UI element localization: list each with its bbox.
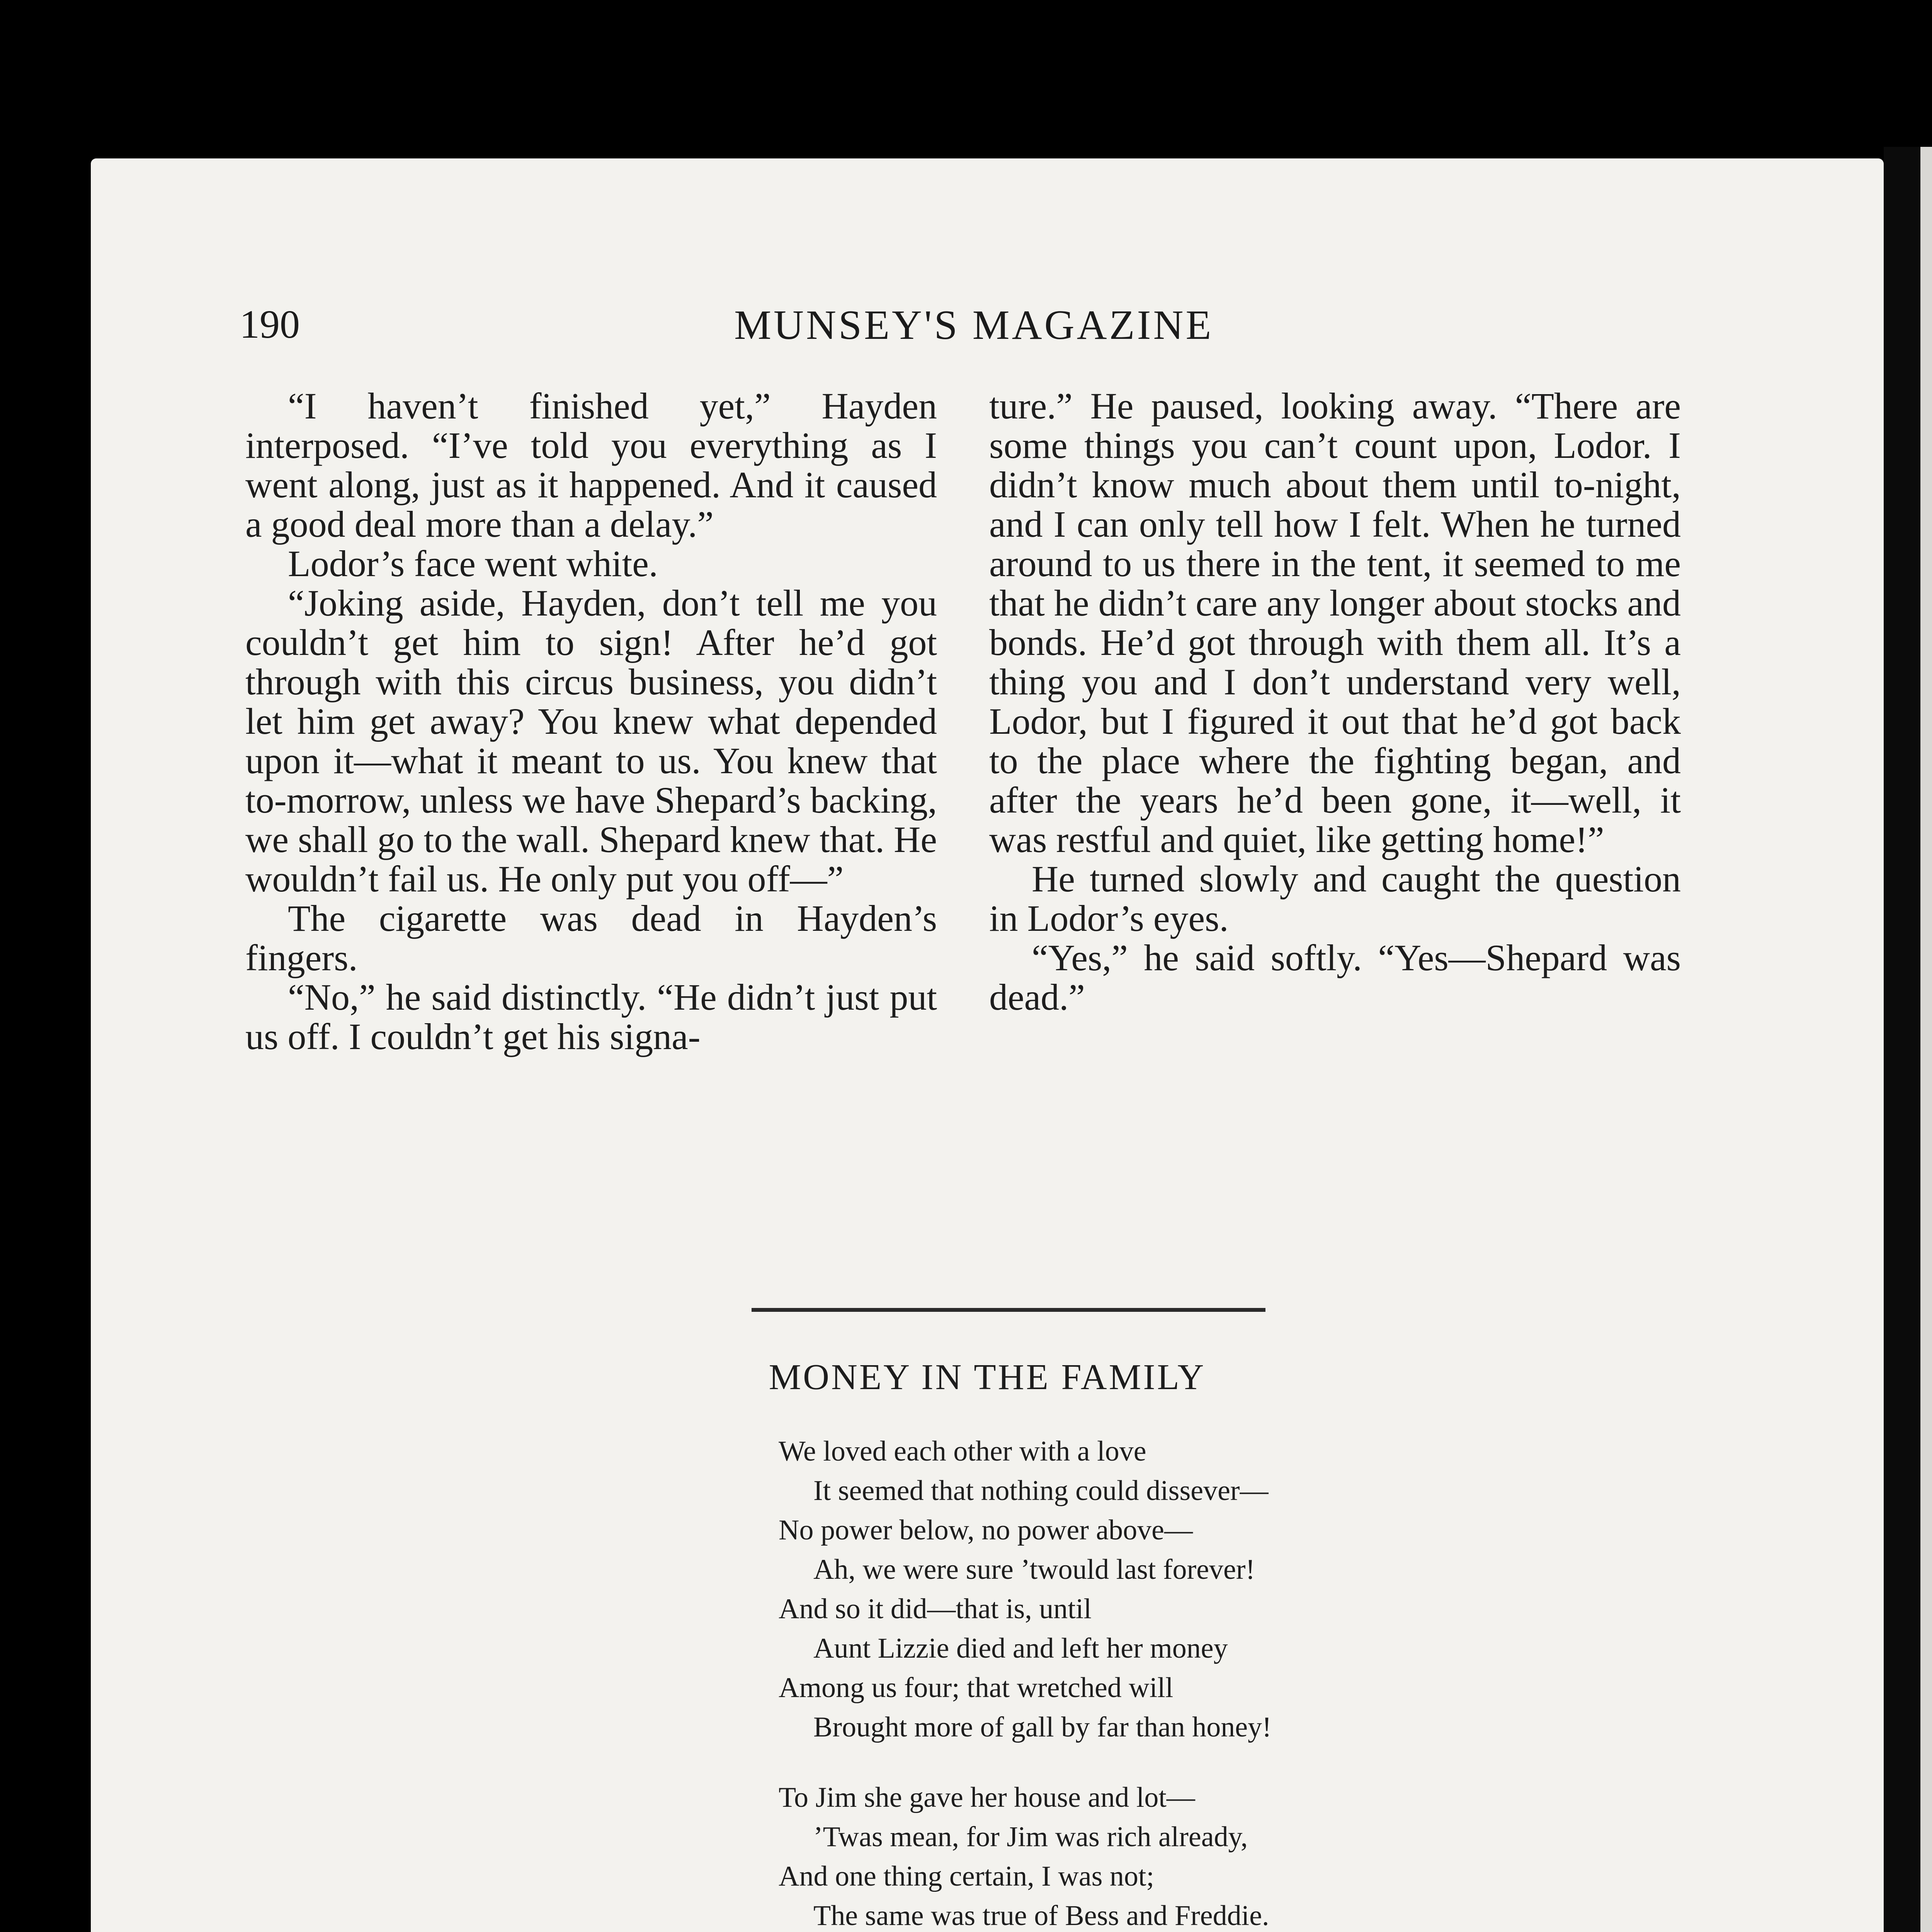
poem <box>779 1432 1326 1932</box>
poem-stanza <box>779 1432 1326 1747</box>
paragraph: Lodor’s face went white. <box>288 543 658 584</box>
poem-line: To Jim she gave her house and lot— <box>779 1782 1195 1813</box>
poem-line: We loved each other with a love <box>779 1435 1146 1467</box>
paragraph: “Joking aside, Hayden, don’t tell me you couldn’t get him to sign! After he’d got through with this circus business, you didn’t let him get away? You knew what depended upon it—what it meant to us. You knew that to-morrow, unless we have Shepard’s backing, we shall go to the wall. Shepard knew that. He wouldn’t fail us. He only put you off—” <box>245 582 937 900</box>
paragraph-continuation: ture.” He paused, looking away. “There are some things you can’t count upon, Lodor. I didn’t know much about them until to-night, and I can only tell how I felt. When he turned around to us there in the tent, it seemed to me that he didn’t care any longer about stocks and bonds. He’d got through with them all. It’s a thing you and I don’t understand very well, Lodor, but I figured it out that he’d got back to the place where the fighting began, and after the years he’d been gone, it—well, it was restful and quiet, like getting home!” <box>989 385 1681 860</box>
paragraph: He turned slowly and caught the question in Lodor’s eyes. <box>989 858 1681 939</box>
paragraph: The cigarette was dead in Hayden’s fingers. <box>245 898 937 978</box>
running-head: MUNSEY'S MAGAZINE <box>734 302 1214 348</box>
facing-page-edge <box>1920 147 1932 1932</box>
page-header <box>240 301 1575 367</box>
poem-title: MONEY IN THE FAMILY <box>769 1357 1206 1397</box>
poem-line: The same was true of Bess and Freddie. <box>813 1900 1269 1932</box>
poem-line: Brought more of gall by far than honey! <box>813 1711 1272 1743</box>
poem-line: No power below, no power above— <box>779 1514 1193 1546</box>
poem-line: ’Twas mean, for Jim was rich already, <box>813 1821 1248 1853</box>
section-divider <box>752 1308 1265 1312</box>
paragraph: “No,” he said distinctly. “He didn’t just put us off. I couldn’t get his signa- <box>245 976 937 1057</box>
paragraph: “Yes,” he said softly. “Yes—Shepard was dead.” <box>989 937 1681 1018</box>
poem-line: And one thing certain, I was not; <box>779 1861 1155 1892</box>
poem-line: It seemed that nothing could dissever— <box>813 1475 1269 1507</box>
poem-line: Ah, we were sure ’twould last forever! <box>813 1554 1255 1585</box>
poem-line: Among us four; that wretched will <box>779 1672 1173 1704</box>
paragraph: “I haven’t finished yet,” Hayden interposed. “I’ve told you everything as I went along, just as it happened. And it caused a good deal more than a delay.” <box>245 385 937 545</box>
magazine-page <box>91 158 1884 1932</box>
page-number: 190 <box>240 302 300 347</box>
poem-line: And so it did—that is, until <box>779 1593 1092 1625</box>
story-left-column <box>245 386 937 1056</box>
poem-stanza <box>779 1778 1326 1932</box>
poem-line: Aunt Lizzie died and left her money <box>813 1633 1228 1664</box>
book-spine-shadow <box>1884 147 1920 1932</box>
story-right-column <box>989 386 1681 1017</box>
